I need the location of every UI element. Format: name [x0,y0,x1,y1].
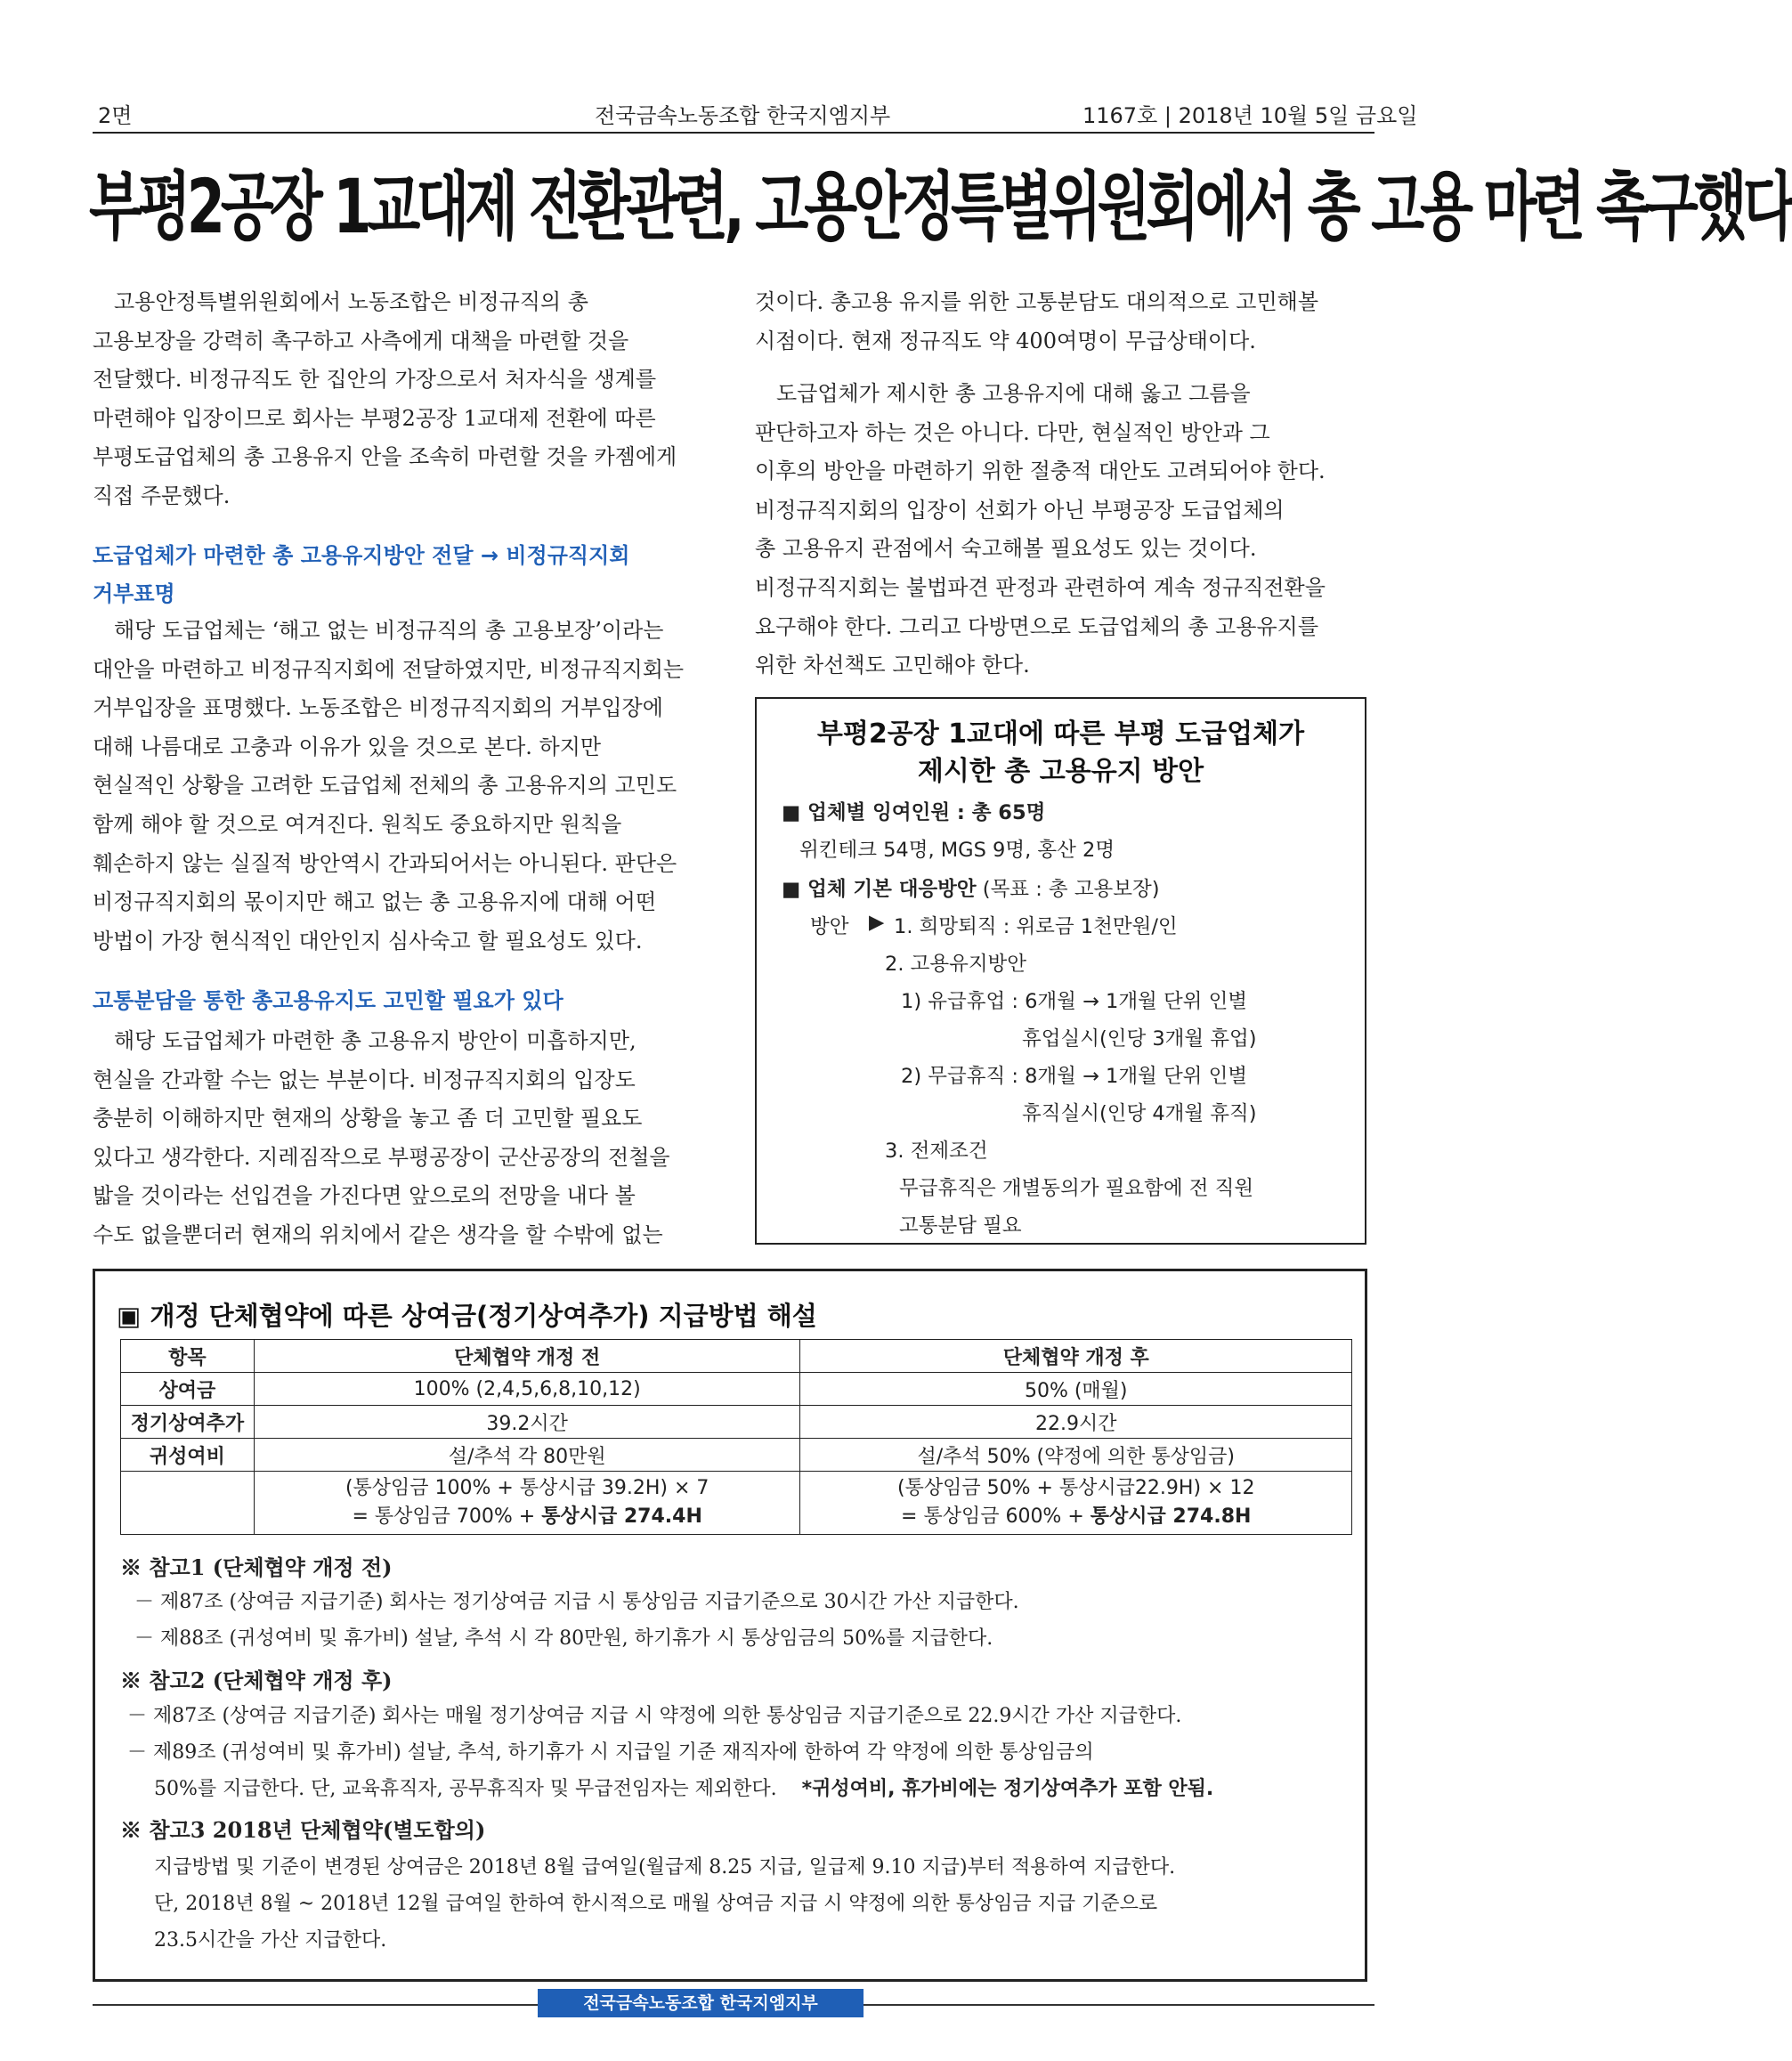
plan-item-2-1: 1) 유급휴업 : 6개월 → 1개월 단위 인별 [901,990,1248,1013]
bonus-explanation-box [93,1269,1367,1982]
bonus-comparison-table [120,1339,1352,1535]
note-3-line: 23.5시간을 가산 지급한다. [154,1929,387,1951]
table-cell: 상여금 [121,1373,255,1406]
plan-item-3: 3. 전제조건 [885,1140,988,1163]
note-1-line: － 제88조 (귀성여비 및 휴가비) 설날, 추석 시 각 80만원, 하기휴가 시 통상임금의 50%를 지급한다. [134,1627,993,1650]
table-header: 단체협약 개정 전 [254,1340,800,1373]
table-row [121,1406,1352,1439]
table-header-row [121,1340,1352,1373]
table-header: 항목 [121,1340,255,1373]
paragraph-2: 해당 도급업체가 마련한 총 고용유지 방안이 미흡하지만, 현실을 간과할 수는 없는 부분이다. 비정규직지회의 입장도 충분히 이해하지만 현재의 상황을 놓고 좀 더 고민할 필요도 있다고 생각한다. 지레짐작으로 부평공장이 군산공장의 전철을 밟을 것이라는 선입견을 가진다면 앞으로의 전망을 내다 볼 수도 없을뿐더러 현재의 위치에서 같은 생각을 할 수밖에 없는 [93,1028,670,1247]
plan-item-2: 2. 고용유지방안 [885,953,1027,976]
table-cell: 50% (매월) [800,1373,1352,1406]
note-3-line: 단, 2018년 8월 ~ 2018년 12월 급여일 한하여 한시적으로 매월 상여금 지급 시 약정에 의한 통상임금 지급 기준으로 [154,1893,1158,1915]
table-row [121,1439,1352,1472]
bonus-box-title: ▣ 개정 단체협약에 따른 상여금(정기상여추가) 지급방법 해설 [117,1301,817,1331]
table-cell-calc-before: (통상임금 100% + 통상시급 39.2H) × 7 = 통상임금 700% + 통상시급 274.4H [254,1472,800,1535]
plan-item-2-2: 2) 무급휴직 : 8개월 → 1개월 단위 인별 [901,1065,1248,1088]
intro-paragraph: 고용안정특별위원회에서 노동조합은 비정규직의 총 고용보장을 강력히 촉구하고 사측에게 대책을 마련할 것을 전달했다. 비정규직도 한 집안의 가장으로서 처자식을 생계를 마련해야 입장이므로 회사는 부평2공장 1교대제 전환에 따른 부평도급업체의 총 고용유지 안을 조속히 마련할 것을 카젬에게 직접 주문했다. [93,289,677,508]
right-paragraph-2: 도급업체가 제시한 총 고용유지에 대해 옳고 그름을 판단하고자 하는 것은 아니다. 다만, 현실적인 방안과 그 이후의 방안을 마련하기 위한 절충적 대안도 고려되어야 한다. 비정규직지회의 입장이 선회가 아닌 부평공장 도급업체의 총 고용유지 관점에서 숙고해볼 필요성도 있는 것이다. 비정규직지회는 불법파견 판정과 관련하여 계속 정규직전환을 요구해야 한다. 그리고 다방면으로 도급업체의 총 고용유지를 위한 차선책도 고민해야 한다. [755,381,1326,678]
note-1-line: － 제87조 (상여금 지급기준) 회사는 정기상여금 지급 시 통상임금 지급기준으로 30시간 가산 지급한다. [134,1591,1019,1613]
note-2-exclusion: *귀성여비, 휴가비에는 정기상여추가 포함 안됨. [801,1778,1214,1800]
table-cell: 100% (2,4,5,6,8,10,12) [254,1373,800,1406]
note-2-heading: ※ 참고2 (단체협약 개정 후) [120,1667,393,1693]
table-cell: 설/추석 50% (약정에 의한 통상임금) [800,1439,1352,1472]
table-cell-calc-after: (통상임금 50% + 통상시급22.9H) × 12 = 통상임금 600% + 통상시급 274.8H [800,1472,1352,1535]
table-header: 단체협약 개정 후 [800,1340,1352,1373]
note-3-line: 지급방법 및 기준이 변경된 상여금은 2018년 8월 급여일(월급제 8.25 지급, 일급제 9.10 지급)부터 적용하여 지급한다. [154,1856,1176,1878]
note-3-heading: ※ 참고3 2018년 단체협약(별도합의) [120,1817,486,1843]
header-divider [93,132,1374,134]
subheading-2: 고통분담을 통한 총고용유지도 고민할 필요가 있다 [93,988,564,1013]
issue-date: 1167호 | 2018년 10월 5일 금요일 [1082,103,1418,128]
surplus-detail: 위킨테크 54명, MGS 9명, 홍산 2명 [799,839,1115,862]
plan-box-title-line1: 부평2공장 1교대에 따른 부평 도급업체가 [816,718,1305,750]
plan-item-2-1-detail: 휴업실시(인당 3개월 휴업) [1022,1027,1257,1051]
plan-item-3-line1: 무급휴직은 개별동의가 필요함에 전 직원 [899,1177,1254,1200]
note-2-line: 50%를 지급한다. 단, 교육휴직자, 공무휴직자 및 무급전임자는 제외한다. *귀성여비, 휴가비에는 정기상여추가 포함 안됨. [154,1778,1214,1800]
plan-label: ■ 업체 기본 대응방안 (목표 : 총 고용보장) [782,878,1160,901]
paragraph-1: 해당 도급업체는 ‘해고 없는 비정규직의 총 고용보장’이라는 대안을 마련하고 비정규직지회에 전달하였지만, 비정규직지회는 거부입장을 표명했다. 노동조합은 비정규직지회의 거부입장에 대해 나름대로 고충과 이유가 있을 것으로 본다. 하지만 현실적인 상황을 고려한 도급업체 전체의 총 고용유지의 고민도 함께 해야 할 것으로 여겨진다. 원칙도 중요하지만 원칙을 훼손하지 않는 실질적 방안역시 간과되어서는 아니된다. 판단은 비정규직지회의 몫이지만 해고 없는 총 고용유지에 대해 어떤 방법이 가장 현식적인 대안인지 심사숙고 할 필요성도 있다. [93,618,685,953]
table-cell: 설/추석 각 80만원 [254,1439,800,1472]
plan-item-2-2-detail: 휴직실시(인당 4개월 휴직) [1022,1102,1257,1125]
table-cell: 정기상여추가 [121,1406,255,1439]
subheading-1: 도급업체가 마련한 총 고용유지방안 전달 → 비정규직지회 거부표명 [93,543,630,606]
table-cell [121,1472,255,1535]
right-paragraph-1: 것이다. 총고용 유지를 위한 고통분담도 대의적으로 고민해볼 시점이다. 현재 정규직도 약 400여명이 무급상태이다. [755,289,1319,353]
table-cell: 22.9시간 [800,1406,1352,1439]
table-row [121,1373,1352,1406]
plan-item-1: 1. 희망퇴직 : 위로금 1천만원/인 [894,915,1178,938]
union-name: 전국금속노동조합 한국지엠지부 [595,103,891,128]
footer-banner: 전국금속노동조합 한국지엠지부 [538,1989,864,2017]
note-2-line: － 제89조 (귀성여비 및 휴가비) 설날, 추석, 하기휴가 시 지급일 기준 재직자에 한하여 각 약정에 의한 통상임금의 [127,1741,1094,1764]
headline: 부평2공장 1교대제 전환관련, 고용안정특별위원회에서 총 고용 마련 촉구했다 [89,162,1792,251]
arrow-icon: ▶ [869,911,885,934]
plan-box-title-line2: 제시한 총 고용유지 방안 [917,756,1204,787]
note-2-line: － 제87조 (상여금 지급기준) 회사는 매월 정기상여금 지급 시 약정에 의한 통상임금 지급기준으로 22.9시간 가산 지급한다. [127,1705,1182,1727]
employment-plan-box [755,697,1366,1245]
note-1-heading: ※ 참고1 (단체협약 개정 전) [120,1554,393,1580]
table-row-calculation [121,1472,1352,1535]
table-cell: 39.2시간 [254,1406,800,1439]
surplus-label: ■ 업체별 잉여인원 : 총 65명 [782,801,1046,824]
table-cell: 귀성여비 [121,1439,255,1472]
plan-item-3-line2: 고통분담 필요 [899,1214,1022,1237]
plan-prefix: 방안 [810,915,849,938]
page-number: 2면 [98,103,133,128]
